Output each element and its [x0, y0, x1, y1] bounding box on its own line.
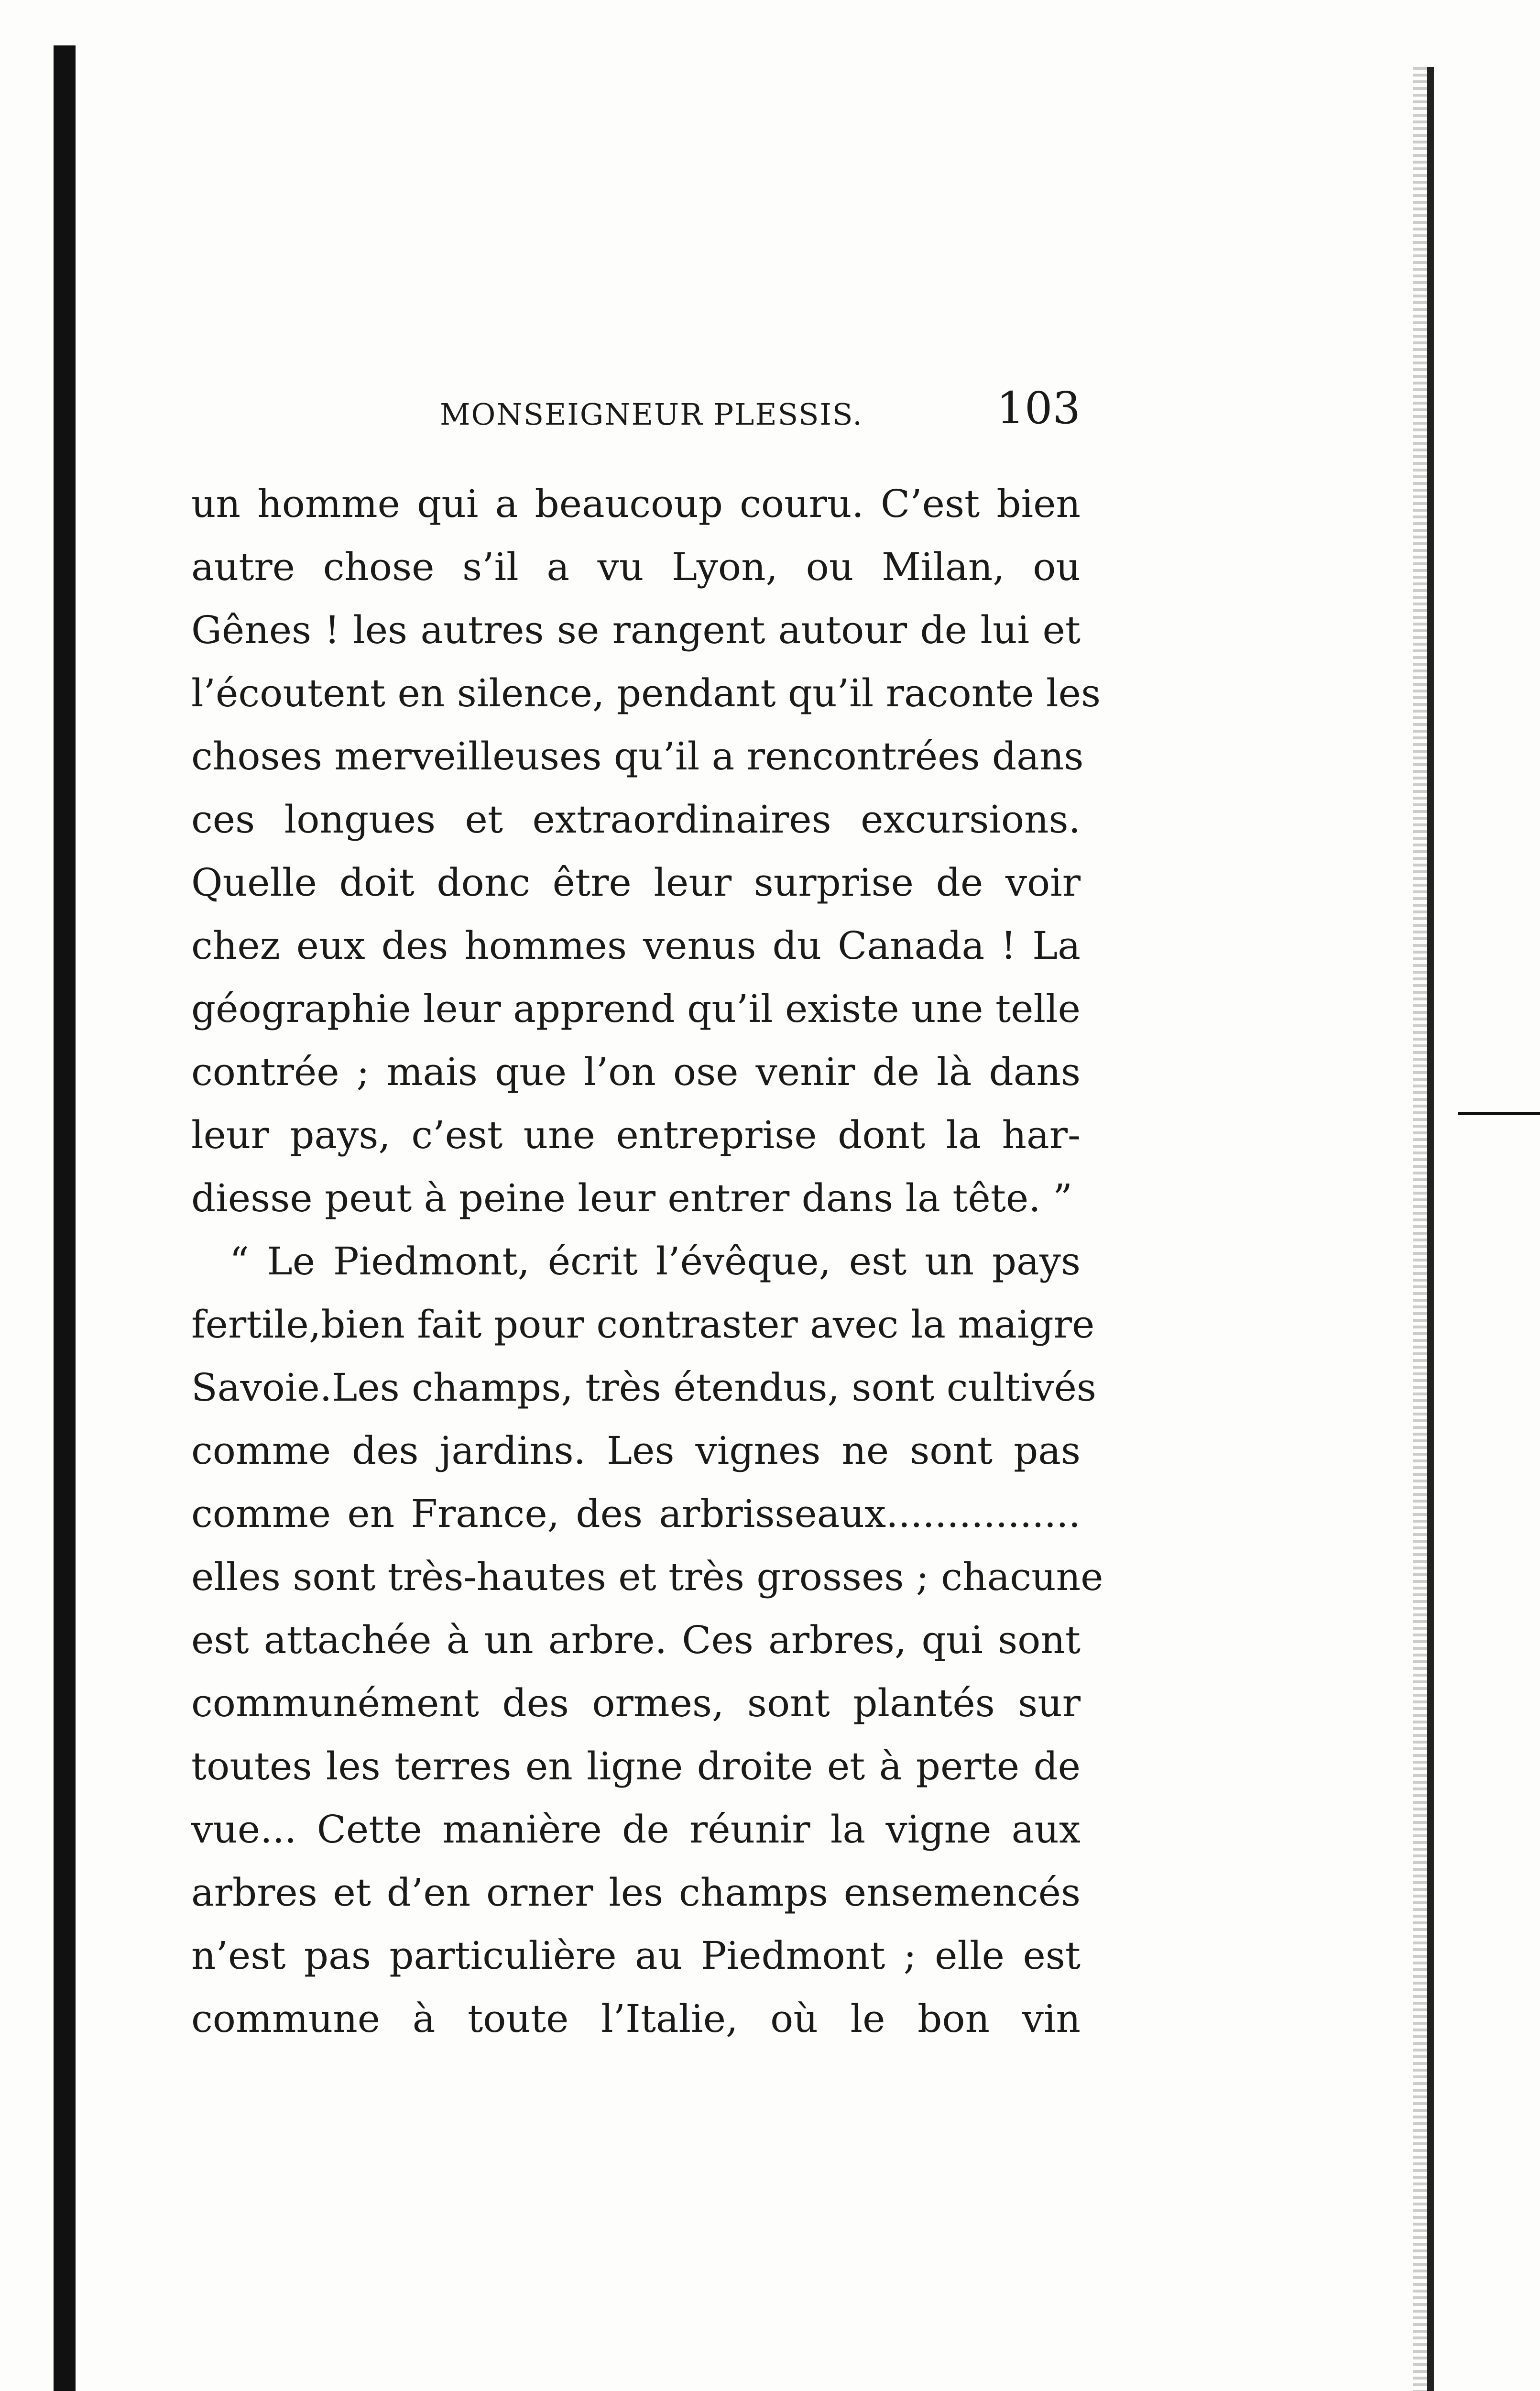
text-line: est attachée à un arbre. Ces arbres, qui sont — [191, 1618, 1081, 1662]
text-line: Savoie.Les champs, très étendus, sont cultivés — [191, 1365, 1096, 1410]
text-line: Gênes ! les autres se rangent autour de lui et — [191, 608, 1081, 652]
text-line: commune à toute l’Italie, où le bon vin — [191, 1996, 1081, 2041]
text-line: fertile,bien fait pour contraster avec la maigre — [191, 1302, 1095, 1347]
text-line: chez eux des hommes venus du Canada ! La — [191, 923, 1081, 968]
page-header — [191, 383, 1081, 440]
text-line: contrée ; mais que l’on ose venir de là dans — [191, 1050, 1081, 1094]
text-line: n’est pas particulière au Piedmont ; elle est — [191, 1933, 1081, 1978]
margin-mark — [1458, 1112, 1540, 1115]
text-line: Quelle doit donc être leur surprise de voir — [191, 860, 1081, 905]
text-line: géographie leur apprend qu’il existe une telle — [191, 987, 1081, 1031]
text-line: comme des jardins. Les vignes ne sont pas — [191, 1428, 1081, 1473]
text-line: diesse peut à peine leur entrer dans la tête. ” — [191, 1176, 1073, 1220]
text-line: “ Le Piedmont, écrit l’évêque, est un pays — [229, 1239, 1081, 1283]
text-line: comme en France, des arbrisseaux................ — [191, 1492, 1081, 1536]
text-line: l’écoutent en silence, pendant qu’il raconte les — [191, 671, 1101, 715]
text-line: autre chose s’il a vu Lyon, ou Milan, ou — [191, 545, 1081, 589]
text-line: choses merveilleuses qu’il a rencontrées dans — [191, 734, 1084, 779]
text-line: elles sont très-hautes et très grosses ; chacune — [191, 1555, 1103, 1599]
text-line: vue... Cette manière de réunir la vigne aux — [191, 1807, 1081, 1852]
page-edge-right — [1427, 67, 1434, 2391]
text-line: toutes les terres en ligne droite et à perte de — [191, 1744, 1081, 1788]
text-line: communément des ormes, sont plantés sur — [191, 1681, 1081, 1725]
running-head: MONSEIGNEUR PLESSIS. — [440, 397, 863, 432]
text-line: un homme qui a beaucoup couru. C’est bien — [191, 482, 1081, 526]
text-line: arbres et d’en orner les champs ensemencés — [191, 1870, 1081, 1915]
text-line: ces longues et extraordinaires excursions. — [191, 797, 1081, 842]
page-number: 103 — [996, 383, 1081, 434]
text-line: leur pays, c’est une entreprise dont la har- — [191, 1113, 1081, 1157]
body-text — [191, 472, 1103, 2051]
page-edge-right-texture — [1413, 67, 1427, 2391]
page-edge-left — [54, 45, 76, 2391]
